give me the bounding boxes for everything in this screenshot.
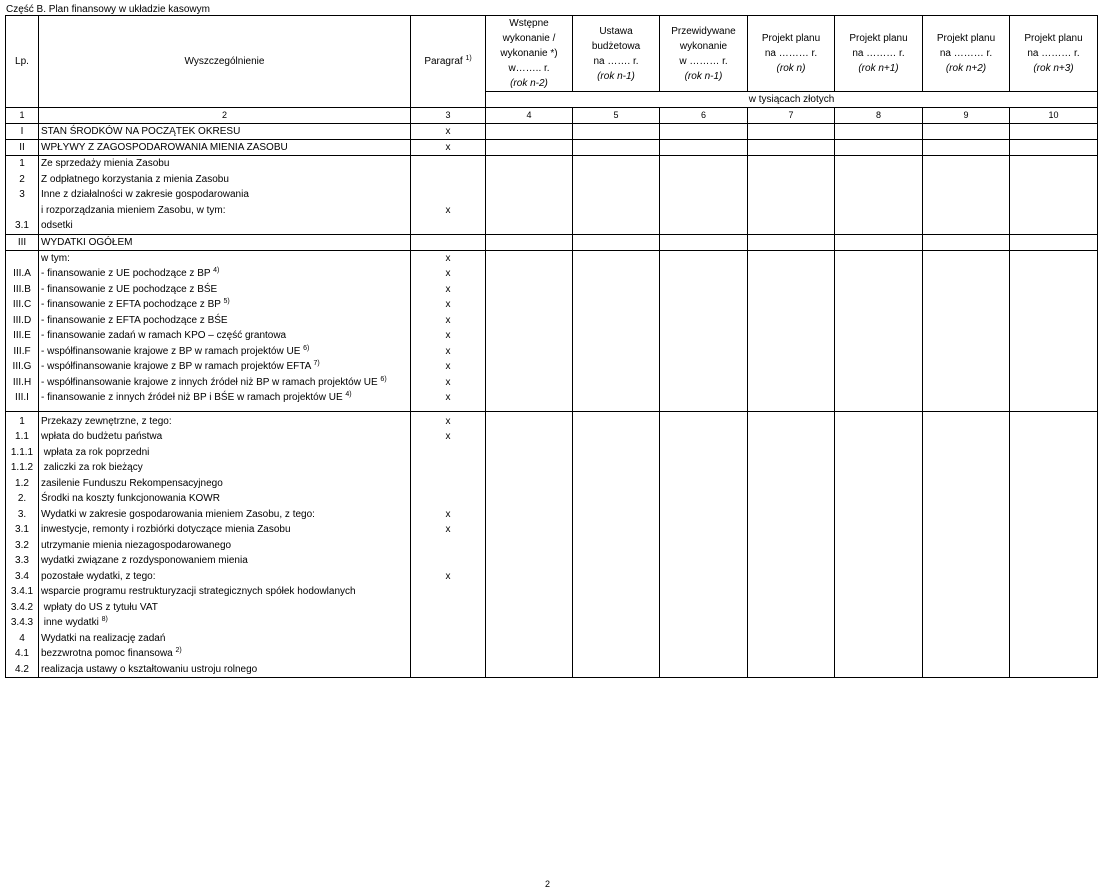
item-name-text: - finansowanie z EFTA pochodzące z BP — [41, 299, 221, 310]
item-lp: 1.1 — [15, 431, 29, 442]
header-lp: Lp. — [6, 16, 39, 108]
item-paragraf — [413, 156, 483, 172]
item-lp: 3.1 — [15, 220, 29, 231]
item-paragraf — [413, 553, 483, 569]
item-name-text: - finansowanie z EFTA pochodzące z BŚE — [41, 314, 228, 326]
item-lp: 2 — [19, 173, 25, 185]
item-name — [41, 266, 408, 282]
item-paragraf — [413, 615, 483, 631]
item-lp: III.H — [12, 376, 32, 388]
item-lp: 3.4.1 — [10, 586, 34, 597]
header-col10: Projekt planu na ……… r. (rok n+3) — [1010, 16, 1098, 92]
col-number: 10 — [1010, 108, 1098, 124]
item-name-text: zasilenie Funduszu Rekompensacyjnego — [41, 477, 223, 489]
item-paragraf — [413, 646, 483, 662]
item-paragraf — [413, 187, 483, 203]
header-unit: w tysiącach złotych — [486, 92, 1098, 108]
item-lp: 2. — [17, 493, 27, 504]
item-name-text: Wydatki na realizację zadań — [41, 632, 166, 644]
item-lp: III.I — [15, 392, 29, 403]
item-name — [41, 375, 408, 391]
item-name-text: Wydatki w zakresie gospodarowania mieniem Zasobu, z tego: — [41, 508, 315, 520]
item-lp: III.G — [12, 361, 32, 372]
item-name-text: Środki na koszty funkcjonowania KOWR — [41, 493, 220, 504]
item-name — [41, 429, 408, 445]
item-lp: III.F — [13, 345, 31, 357]
item-lp — [8, 251, 36, 267]
item-paragraf: x — [445, 431, 451, 442]
item-paragraf — [413, 460, 483, 476]
header-col9: Projekt planu na ……… r. (rok n+2) — [923, 16, 1010, 92]
item-lp: 1.1.1 — [10, 446, 34, 458]
header-name: Wyszczególnienie — [39, 16, 411, 108]
row-lp: II — [6, 140, 39, 156]
item-name-text: Inne z działalności w zakresie gospodarowania — [41, 189, 249, 200]
item-name — [41, 600, 408, 616]
item-name-text: wpłata za rok poprzedni — [41, 446, 150, 458]
item-lp: 3.4.3 — [10, 617, 34, 628]
item-name — [41, 522, 408, 538]
col-number: 4 — [486, 108, 573, 124]
item-name-text: - finansowanie z UE pochodzące z BP — [41, 268, 211, 279]
group-names — [39, 250, 411, 411]
item-lp: 1.1.2 — [10, 462, 34, 473]
item-lp: 3.4 — [15, 570, 29, 582]
group-lp — [6, 156, 39, 235]
table-row — [6, 124, 1098, 140]
footnote-marker: 5) — [223, 298, 230, 305]
item-name-text: realizacja ustawy o kształtowaniu ustroju rolnego — [41, 663, 258, 675]
group-paragraf — [411, 156, 486, 235]
table-row-group — [6, 156, 1098, 235]
item-lp: 3.3 — [15, 555, 29, 566]
row-name: STAN ŚRODKÓW NA POCZĄTEK OKRESU — [39, 124, 411, 140]
item-paragraf — [413, 538, 483, 554]
row-paragraf: x — [411, 124, 486, 140]
item-paragraf — [413, 600, 483, 616]
col-number: 2 — [39, 108, 411, 124]
footnote-marker: 6) — [303, 344, 310, 352]
item-name-text: inne wydatki — [41, 617, 99, 628]
item-name — [41, 313, 408, 329]
item-paragraf: x — [445, 361, 451, 372]
col-number: 5 — [573, 108, 660, 124]
item-paragraf — [413, 662, 483, 678]
item-name — [41, 156, 408, 172]
item-paragraf: x — [445, 524, 451, 535]
item-name-text: utrzymanie mienia niezagospodarowanego — [41, 539, 232, 551]
header-col4: Wstępne wykonanie / wykonanie *) w…….. r. (rok n-2) — [486, 16, 573, 92]
item-name-text: - współfinansowanie krajowe z BP w ramach projektów UE — [41, 345, 301, 357]
item-name — [41, 476, 408, 492]
item-paragraf: x — [445, 283, 451, 295]
item-name-text: - współfinansowanie krajowe z innych źródeł niż BP w ramach projektów UE — [41, 376, 378, 388]
footnote-marker: 4) — [345, 391, 352, 398]
item-name — [41, 460, 408, 476]
item-paragraf — [413, 218, 483, 234]
page-number: 2 — [544, 879, 550, 889]
item-name — [41, 203, 408, 219]
item-lp: 1 — [19, 158, 25, 169]
table-row — [6, 140, 1098, 156]
item-name — [41, 662, 408, 678]
col-number: 7 — [748, 108, 835, 124]
section-title: Część B. Plan finansowy w układzie kasowym — [6, 4, 210, 15]
row-lp: I — [6, 124, 39, 140]
col-number: 1 — [6, 108, 39, 124]
item-name — [41, 445, 408, 461]
item-name-text: - finansowanie z UE pochodzące z BŚE — [41, 283, 218, 295]
item-name — [41, 282, 408, 298]
group-paragraf — [411, 250, 486, 411]
item-lp — [8, 203, 36, 219]
item-name-text: inwestycje, remonty i rozbiórki dotyczące mienia Zasobu — [41, 524, 291, 535]
item-lp: 3 — [19, 189, 25, 200]
item-lp: 3.1 — [15, 524, 29, 535]
item-name — [41, 172, 408, 188]
item-name-text: - finansowanie z innych źródeł niż BP i BŚE w ramach projektów UE — [41, 392, 343, 403]
item-name — [41, 359, 408, 375]
item-paragraf: x — [445, 345, 451, 357]
item-name-text: wpłata do budżetu państwa — [41, 431, 163, 442]
item-name — [41, 414, 408, 430]
row-paragraf: x — [411, 140, 486, 156]
item-name — [41, 631, 408, 647]
group-lp — [6, 411, 39, 678]
col-number: 3 — [411, 108, 486, 124]
group-names — [39, 156, 411, 235]
item-paragraf — [413, 631, 483, 647]
item-lp: 1 — [19, 415, 25, 427]
item-lp: 3.4.2 — [10, 601, 34, 613]
item-paragraf: x — [445, 376, 451, 388]
item-name — [41, 328, 408, 344]
item-name-text: wpłaty do US z tytułu VAT — [41, 601, 158, 613]
item-paragraf: x — [445, 268, 451, 279]
item-lp: 4.2 — [15, 663, 29, 675]
item-name-text: Przekazy zewnętrzne, z tego: — [41, 415, 172, 427]
item-name-text: Z odpłatnego korzystania z mienia Zasobu — [41, 173, 229, 185]
item-name-text: - współfinansowanie krajowe z BP w ramach projektów EFTA — [41, 361, 311, 372]
item-lp: 1.2 — [15, 477, 29, 489]
item-name — [41, 538, 408, 554]
header-paragraf: Paragraf $^{1)}$ — [411, 16, 486, 108]
footnote-marker: 4) — [213, 267, 220, 274]
item-paragraf: x — [445, 392, 451, 403]
item-lp: 4.1 — [15, 648, 29, 659]
financial-plan-table — [5, 15, 1098, 678]
item-paragraf: x — [445, 570, 451, 582]
col-number: 8 — [835, 108, 923, 124]
item-name — [41, 584, 408, 600]
item-name-text: wsparcie programu restrukturyzacji strategicznych spółek hodowlanych — [41, 586, 356, 597]
footnote-marker: 6) — [380, 375, 387, 383]
item-name-text: pozostałe wydatki, z tego: — [41, 570, 156, 582]
header-col7: Projekt planu na ……… r. (rok n) — [748, 16, 835, 92]
item-name — [41, 646, 408, 662]
item-paragraf — [413, 491, 483, 507]
item-paragraf: x — [445, 330, 451, 341]
item-name-text: bezzwrotna pomoc finansowa — [41, 648, 173, 659]
item-name — [41, 569, 408, 585]
item-lp: 3. — [17, 508, 27, 520]
item-name — [41, 553, 408, 569]
row-lp: III — [6, 234, 39, 250]
item-name — [41, 297, 408, 313]
item-paragraf — [413, 584, 483, 600]
item-lp: III.C — [12, 299, 32, 310]
item-name-text: Ze sprzedaży mienia Zasobu — [41, 158, 170, 169]
item-lp: 3.2 — [15, 539, 29, 551]
item-paragraf: x — [445, 252, 451, 264]
group-lp — [6, 250, 39, 411]
item-name — [41, 615, 408, 631]
item-paragraf — [413, 445, 483, 461]
footnote-marker: 2) — [175, 647, 182, 654]
row-paragraf — [411, 234, 486, 250]
table-row — [6, 234, 1098, 250]
item-name — [41, 491, 408, 507]
group-paragraf — [411, 411, 486, 678]
footnote-marker: 7) — [313, 360, 320, 367]
item-name-text: i rozporządzania mieniem Zasobu, w tym: — [41, 204, 226, 216]
item-name-text: zaliczki za rok bieżący — [41, 462, 143, 473]
col-number: 9 — [923, 108, 1010, 124]
group-names — [39, 411, 411, 678]
table-row-group — [6, 411, 1098, 678]
item-name — [41, 390, 408, 406]
item-name — [41, 218, 408, 234]
item-name-text: odsetki — [41, 220, 73, 231]
item-paragraf: x — [445, 204, 451, 216]
col-number: 6 — [660, 108, 748, 124]
row-name: WPŁYWY Z ZAGOSPODAROWANIA MIENIA ZASOBU — [39, 140, 411, 156]
item-paragraf: x — [445, 299, 451, 310]
item-lp: III.D — [12, 314, 32, 326]
item-lp: III.E — [13, 330, 31, 341]
item-lp: 4 — [19, 632, 25, 644]
item-name — [41, 344, 408, 360]
footnote-marker: 8) — [101, 616, 108, 623]
item-name — [41, 251, 408, 267]
header-col6: Przewidywane wykonanie w ……… r. (rok n-1) — [660, 16, 748, 92]
item-name-text: wydatki związane z rozdysponowaniem mienia — [41, 555, 248, 566]
item-paragraf: x — [445, 415, 451, 427]
row-name: WYDATKI OGÓŁEM — [39, 234, 411, 250]
item-name-text: - finansowanie zadań w ramach KPO – część grantowa — [41, 330, 287, 341]
item-paragraf — [413, 476, 483, 492]
item-name — [41, 187, 408, 203]
item-name — [41, 507, 408, 523]
item-lp: III.B — [13, 283, 31, 295]
item-paragraf: x — [445, 508, 451, 520]
item-lp: III.A — [13, 268, 31, 279]
header-col8: Projekt planu na ……… r. (rok n+1) — [835, 16, 923, 92]
item-name-text: w tym: — [41, 252, 70, 264]
table-row-group — [6, 250, 1098, 411]
item-paragraf — [413, 172, 483, 188]
header-col5: Ustawa budżetowa na ……. r. (rok n-1) — [573, 16, 660, 92]
item-paragraf: x — [445, 314, 451, 326]
